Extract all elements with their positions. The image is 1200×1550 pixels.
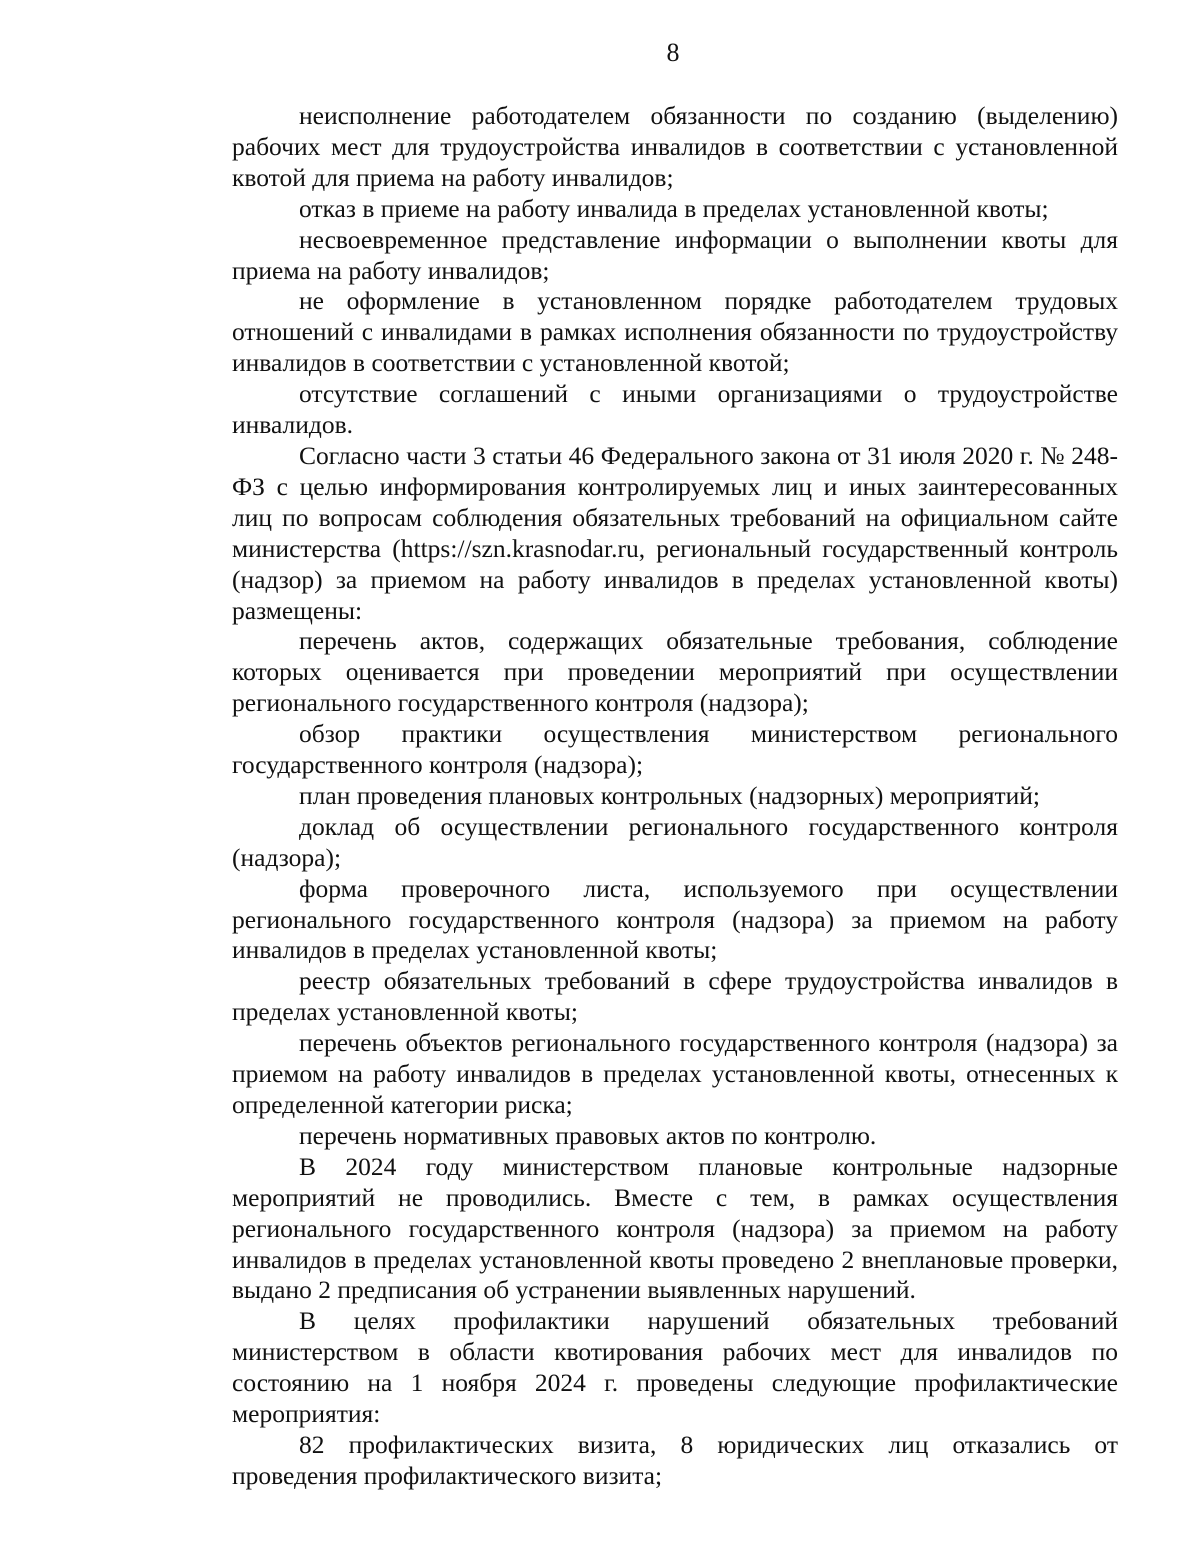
paragraph-violation-refusal: отказ в приеме на работу инвалида в пределах установленной квоты; — [299, 193, 1049, 223]
paragraph-preventive-visits: 82 профилактических визита, 8 юридических лиц отказались от проведения профилактического визита; — [232, 1429, 1118, 1490]
paragraph-list-plan: план проведения плановых контрольных (надзорных) мероприятий; — [299, 780, 1040, 810]
paragraph-violation-agreements: отсутствие соглашений с иными организациями о трудоустройстве инвалидов. — [232, 379, 1118, 440]
paragraph-inspections-2024: В 2024 году министерством плановые контрольные надзорные мероприятий не проводились. Вместе с тем, в рамках осуществления регионального государственного контроля (надзора) за приемом на работу инвалидов в пределах установленной квоты проведено 2 внеплановые проверки, выдано 2 предписания об устранении выявленных нарушений. — [232, 1151, 1118, 1305]
paragraph-violation-labor-relations: не оформление в установленном порядке работодателем трудовых отношений с инвалидами в рамках исполнения обязанности по трудоустройству инвалидов в соответствии с установленной квотой; — [232, 286, 1118, 378]
paragraph-violation-workplaces: неисполнение работодателем обязанности по созданию (выделению) рабочих мест для трудоустройства инвалидов в соответствии с установленной квотой для приема на работу инвалидов; — [232, 101, 1118, 192]
paragraph-list-checklist: форма проверочного листа, используемого при осуществлении регионального государственного контроля (надзора) за приемом на работу инвалидов в пределах установленной квоты; — [232, 873, 1118, 965]
paragraph-list-risk-objects: перечень объектов регионального государственного контроля (надзора) за приемом на работу инвалидов в пределах установленной квоты, отнесенных к определенной категории риска; — [232, 1028, 1118, 1119]
paragraph-list-practice-review: обзор практики осуществления министерством регионального государственного контроля (надзора); — [232, 719, 1118, 780]
document-body — [232, 101, 1118, 1492]
paragraph-prevention-measures: В целях профилактики нарушений обязательных требований министерством в области квотирования рабочих мест для инвалидов по состоянию на 1 ноября 2024 г. проведены следующие профилактические мероприятия: — [232, 1306, 1118, 1429]
paragraph-list-report: доклад об осуществлении регионального государственного контроля (надзора); — [232, 811, 1118, 872]
paragraph-list-acts: перечень актов, содержащих обязательные требования, соблюдение которых оценивается при проведении мероприятий при осуществлении регионального государственного контроля (надзора); — [232, 626, 1118, 718]
paragraph-list-normative-acts: перечень нормативных правовых актов по контролю. — [299, 1120, 877, 1150]
paragraph-violation-late-report: несвоевременное представление информации о выполнении квоты для приема на работу инвалидов; — [232, 224, 1118, 285]
paragraph-list-registry: реестр обязательных требований в сфере трудоустройства инвалидов в пределах установленной квоты; — [232, 966, 1118, 1027]
paragraph-law-reference: Согласно части 3 статьи 46 Федерального закона от 31 июля 2020 г. № 248-ФЗ с целью информирования контролируемых лиц и иных заинтересованных лиц по вопросам соблюдения обязательных требований на официальном сайте министерства (https://szn.krasnodar.ru, региональный государственный контроль (надзор) за приемом на работу инвалидов в пределах установленной квоты) размещены: — [232, 440, 1118, 625]
page-number: 8 — [666, 38, 680, 67]
